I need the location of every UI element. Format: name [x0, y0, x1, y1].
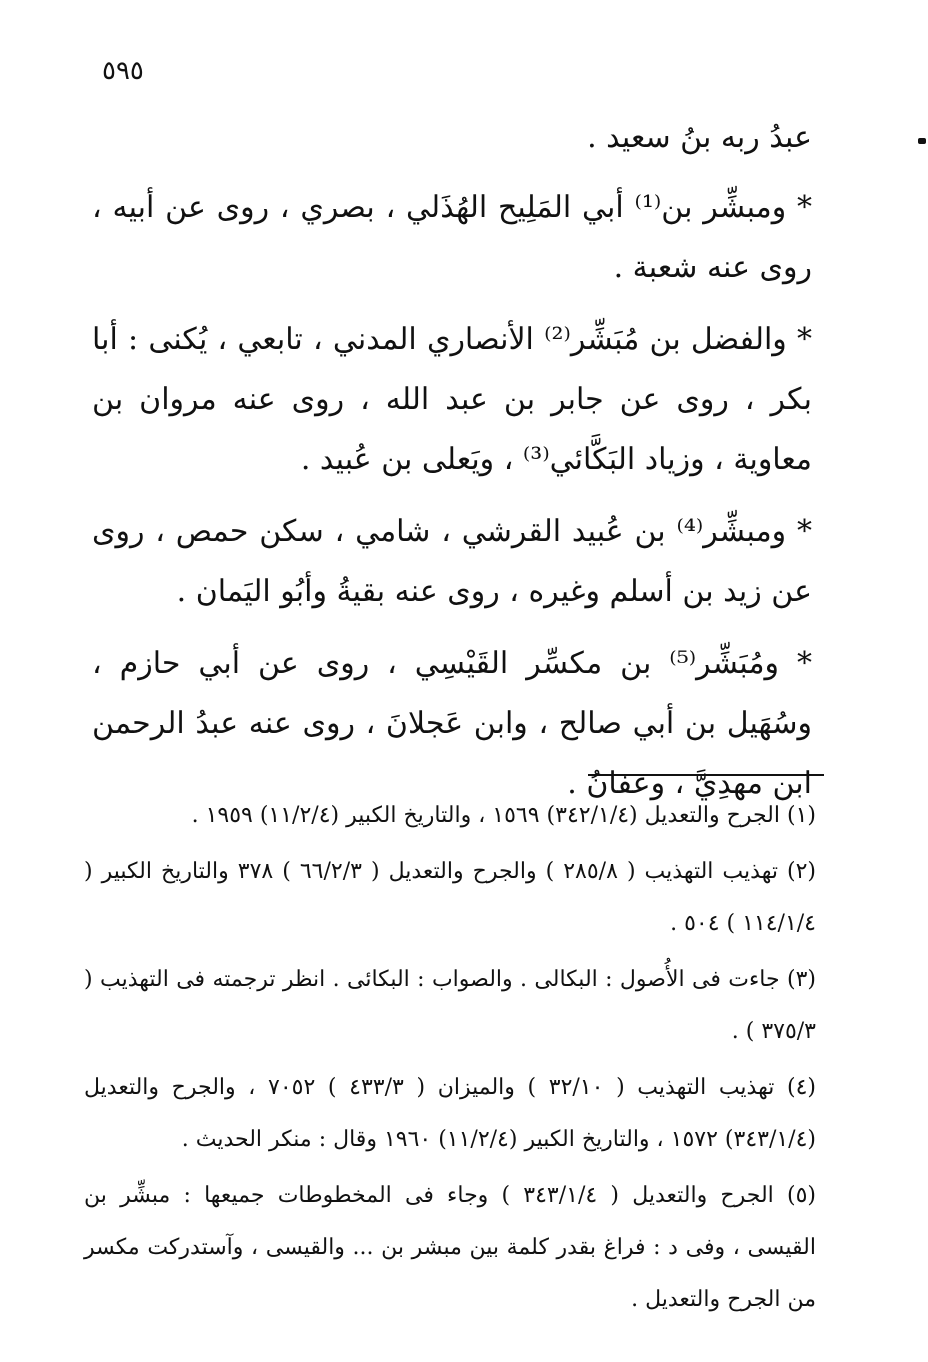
footnotes — [84, 790, 816, 1330]
main-text — [92, 108, 812, 826]
footnote-divider — [588, 774, 824, 776]
footnote: (٣) جاءت فى الأُصول : البكالى . والصواب : البكائى . انظر ترجمته فى التهذيب ( ٣٧٥/٣ ) . — [84, 967, 816, 1044]
page-number: ٥٩٥ — [102, 56, 144, 86]
entry-paragraph: * ومبشِّر بن⁽¹⁾ أبي المَلِيح الهُذَلي ، بصري ، روى عن أبيه ، روى عنه شعبة . — [92, 190, 812, 285]
entry-paragraph: عبدُ ربه بنُ سعيد . — [587, 120, 812, 155]
footnote: (١) الجرح والتعديل (٣٤٢/١/٤) ١٥٦٩ ، والتاريخ الكبير (١١/٢/٤) ١٩٥٩ . — [191, 803, 816, 828]
footnote: (٢) تهذيب التهذيب ( ٢٨٥/٨ ) والجرح والتعديل ( ٦٦/٢/٣ ) ٣٧٨ والتاريخ الكبير ( ١١٤/١/٤ ) ٥٠٤ . — [84, 859, 816, 936]
margin-mark — [918, 138, 926, 144]
entry-paragraph: * ومُبَشِّر⁽⁵⁾ بن مكسِّر القَيْسِي ، روى عن أبي حازم ، وسُهَيل بن أبي صالح ، وابن عَجلانَ ، روى عنه عبدُ الرحمن ابن مهدِيَّ ، وعفانُ . — [92, 646, 812, 801]
entry-paragraph: * والفضل بن مُبَشِّر⁽²⁾ الأنصاري المدني ، تابعي ، يُكنى : أبا بكر ، روى عن جابر بن عبد الله ، روى عنه مروان بن معاوية ، وزياد البَكَّائي⁽³⁾ ، ويَعلى بن عُبيد . — [92, 322, 812, 477]
footnote: (٤) تهذيب التهذيب ( ٣٢/١٠ ) والميزان ( ٤٣٣/٣ ) ٧٠٥٢ ، والجرح والتعديل (٣٤٣/١/٤) ١٥٧٢ ، والتاريخ الكبير (١١/٢/٤) ١٩٦٠ وقال : منكر الحديث . — [84, 1075, 816, 1152]
entry-paragraph: * ومبشِّر⁽⁴⁾ بن عُبيد القرشي ، شامي ، سكن حمص ، روى عن زيد بن أسلم وغيره ، روى عنه بقيةُ وأبُو اليَمان . — [92, 514, 812, 609]
footnote: (٥) الجرح والتعديل ( ٣٤٣/١/٤ ) وجاء فى المخطوطات جميعها : مبشِّر بن القيسى ، وفى د : فراغ بقدر كلمة بين مبشر بن ... والقيسى ، وآستدركت مكسر من الجرح والتعديل . — [84, 1183, 816, 1312]
